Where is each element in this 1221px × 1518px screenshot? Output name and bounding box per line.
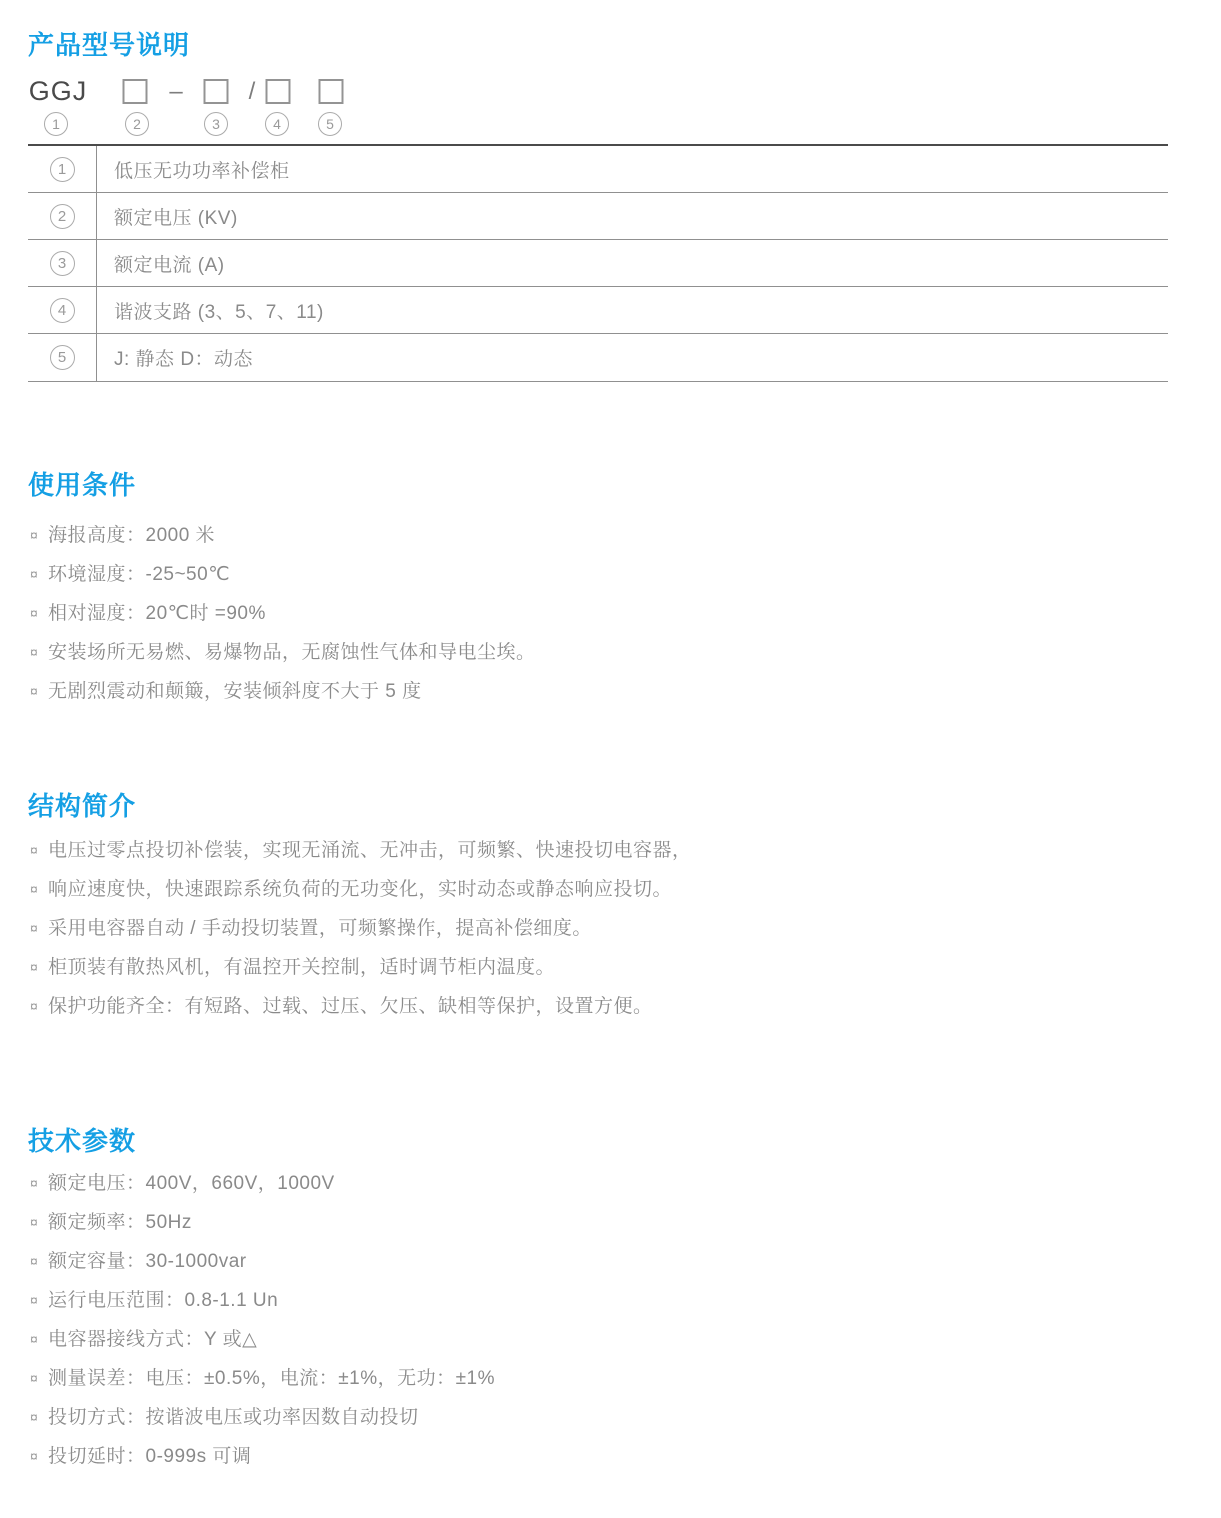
bullet-item bbox=[28, 1398, 1193, 1437]
row-label: 额定电压 (KV) bbox=[114, 207, 238, 229]
bullet-text: 额定频率：50Hz bbox=[48, 1212, 192, 1233]
model-dash: – bbox=[169, 78, 183, 105]
bullet-item bbox=[28, 1437, 1193, 1476]
bullet-marker: ¤ bbox=[30, 527, 39, 543]
circled-number-5: 5 bbox=[318, 112, 342, 136]
bullet-marker: ¤ bbox=[30, 1214, 39, 1230]
bullet-marker: ¤ bbox=[30, 1292, 39, 1308]
bullet-item bbox=[28, 987, 1193, 1026]
model-field-box-4 bbox=[266, 79, 291, 104]
bullet-text: 电容器接线方式：Y 或△ bbox=[48, 1329, 258, 1350]
row-label: 谐波支路 (3、5、7、11) bbox=[114, 301, 324, 323]
bullet-marker: ¤ bbox=[30, 1409, 39, 1425]
bullet-item bbox=[28, 516, 1193, 555]
bullet-text: 投切方式：按谐波电压或功率因数自动投切 bbox=[48, 1407, 419, 1428]
usage-list bbox=[28, 516, 1193, 711]
bullet-text: 柜顶装有散热风机，有温控开关控制，适时调节柜内温度。 bbox=[48, 957, 556, 978]
bullet-marker: ¤ bbox=[30, 959, 39, 975]
bullet-text: 采用电容器自动 / 手动投切装置，可频繁操作，提高补偿细度。 bbox=[48, 918, 592, 939]
row-circled-number: 4 bbox=[50, 298, 75, 323]
bullet-text: 额定容量：30-1000var bbox=[48, 1251, 247, 1272]
bullet-marker: ¤ bbox=[30, 644, 39, 660]
circled-number-1: 1 bbox=[44, 112, 68, 136]
circled-number-4: 4 bbox=[265, 112, 289, 136]
bullet-marker: ¤ bbox=[30, 1370, 39, 1386]
row-circled-number: 2 bbox=[50, 204, 75, 229]
usage-section bbox=[28, 468, 1193, 711]
row-circled-number: 5 bbox=[50, 345, 75, 370]
bullet-marker: ¤ bbox=[30, 881, 39, 897]
tech-section-title: 技术参数 bbox=[28, 1126, 137, 1156]
bullet-marker: ¤ bbox=[30, 842, 39, 858]
table-row bbox=[28, 334, 1168, 381]
bullet-text: 测量误差：电压：±0.5%，电流：±1%，无功：±1% bbox=[48, 1368, 496, 1389]
bullet-text: 相对湿度：20℃时 =90% bbox=[48, 603, 266, 624]
model-section-title: 产品型号说明 bbox=[28, 30, 191, 60]
bullet-text: 环境湿度：-25~50℃ bbox=[48, 564, 231, 585]
bullet-item bbox=[28, 555, 1193, 594]
row-number-cell bbox=[28, 287, 97, 333]
bullet-text: 安装场所无易燃、易爆物品，无腐蚀性气体和导电尘埃。 bbox=[48, 642, 536, 663]
table-row bbox=[28, 287, 1168, 334]
table-row bbox=[28, 146, 1168, 193]
row-circled-number: 1 bbox=[50, 157, 75, 182]
model-code-diagram bbox=[28, 78, 1193, 136]
model-prefix: GGJ bbox=[28, 76, 88, 106]
structure-list bbox=[28, 831, 1193, 1026]
bullet-marker: ¤ bbox=[30, 683, 39, 699]
model-slash: / bbox=[248, 78, 256, 105]
row-label: 低压无功功率补偿柜 bbox=[114, 160, 290, 182]
bullet-marker: ¤ bbox=[30, 1253, 39, 1269]
row-label: 额定电流 (A) bbox=[114, 254, 225, 276]
bullet-item bbox=[28, 909, 1193, 948]
bullet-item bbox=[28, 831, 1193, 870]
bullet-item bbox=[28, 633, 1193, 672]
table-row bbox=[28, 240, 1168, 287]
bullet-text: 无剧烈震动和颠簸，安装倾斜度不大于 5 度 bbox=[48, 681, 422, 702]
row-label: J: 静态 D：动态 bbox=[114, 349, 254, 370]
row-number-cell bbox=[28, 240, 97, 286]
model-field-box-5 bbox=[319, 79, 344, 104]
bullet-marker: ¤ bbox=[30, 1448, 39, 1464]
circled-number-3: 3 bbox=[204, 112, 228, 136]
bullet-marker: ¤ bbox=[30, 566, 39, 582]
tech-list bbox=[28, 1164, 1193, 1476]
row-number-cell bbox=[28, 146, 97, 192]
bullet-item bbox=[28, 672, 1193, 711]
model-legend-table bbox=[28, 144, 1168, 382]
bullet-item bbox=[28, 1281, 1193, 1320]
bullet-text: 海报高度：2000 米 bbox=[48, 525, 216, 546]
bullet-item bbox=[28, 870, 1193, 909]
bullet-text: 运行电压范围：0.8-1.1 Un bbox=[48, 1290, 279, 1311]
bullet-text: 响应速度快，快速跟踪系统负荷的无功变化，实时动态或静态响应投切。 bbox=[48, 879, 673, 900]
bullet-text: 额定电压：400V，660V，1000V bbox=[48, 1173, 335, 1194]
bullet-item bbox=[28, 948, 1193, 987]
bullet-marker: ¤ bbox=[30, 998, 39, 1014]
bullet-item bbox=[28, 1203, 1193, 1242]
model-section bbox=[28, 28, 1193, 382]
table-row bbox=[28, 193, 1168, 240]
usage-section-title: 使用条件 bbox=[28, 470, 137, 500]
bullet-text: 保护功能齐全：有短路、过载、过压、欠压、缺相等保护，设置方便。 bbox=[48, 996, 653, 1017]
bullet-item bbox=[28, 1320, 1193, 1359]
bullet-marker: ¤ bbox=[30, 1175, 39, 1191]
row-circled-number: 3 bbox=[50, 251, 75, 276]
model-field-box-3 bbox=[204, 79, 229, 104]
bullet-marker: ¤ bbox=[30, 920, 39, 936]
bullet-item bbox=[28, 1164, 1193, 1203]
circled-number-2: 2 bbox=[125, 112, 149, 136]
structure-section bbox=[28, 789, 1193, 1026]
bullet-text: 投切延时：0-999s 可调 bbox=[48, 1446, 252, 1467]
bullet-marker: ¤ bbox=[30, 605, 39, 621]
tech-section bbox=[28, 1124, 1193, 1476]
row-number-cell bbox=[28, 193, 97, 239]
row-number-cell bbox=[28, 334, 97, 381]
bullet-item bbox=[28, 1242, 1193, 1281]
bullet-item bbox=[28, 1359, 1193, 1398]
bullet-item bbox=[28, 594, 1193, 633]
bullet-marker: ¤ bbox=[30, 1331, 39, 1347]
structure-section-title: 结构简介 bbox=[28, 791, 137, 821]
model-field-box-2 bbox=[123, 79, 148, 104]
bullet-text: 电压过零点投切补偿装，实现无涌流、无冲击，可频繁、快速投切电容器， bbox=[48, 840, 692, 861]
